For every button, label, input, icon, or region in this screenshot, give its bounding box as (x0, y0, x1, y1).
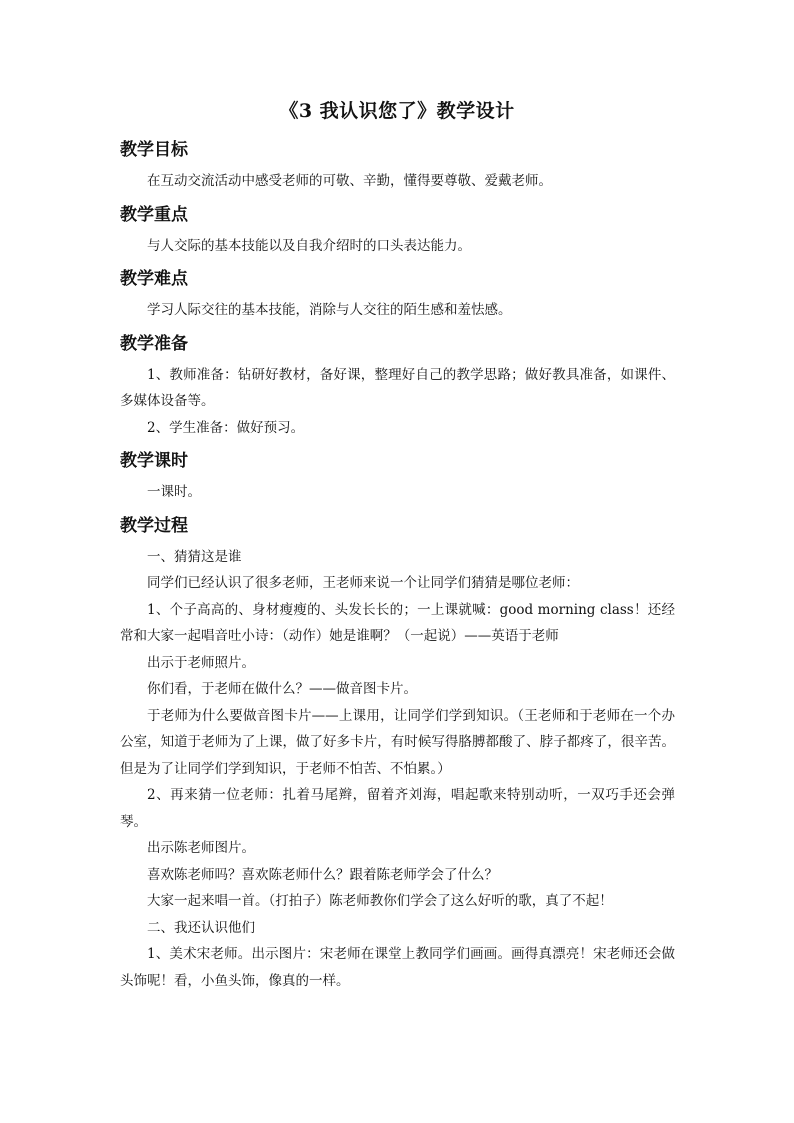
paragraph: 在互动交流活动中感受老师的可敬、辛勤，懂得要尊敬、爱戴老师。 (147, 173, 552, 189)
paragraph: 2、再来猜一位老师：扎着马尾辫，留着齐刘海，唱起歌来特别动听，一双巧手还会弹琴。 (120, 787, 675, 830)
paragraph: 1、美术宋老师。出示图片：宋老师在课堂上教同学们画画。画得真漂亮！宋老师还会做头饰呢！看，小鱼头饰，像真的一样。 (120, 946, 675, 989)
paragraph: 二、我还认识他们 (147, 919, 255, 936)
section-heading-hours: 教学课时 (120, 451, 188, 471)
section-heading-goal: 教学目标 (120, 140, 188, 160)
paragraph: 出示于老师照片。 (147, 654, 255, 671)
section-heading-difficulty: 教学难点 (120, 269, 188, 289)
section-heading-prep: 教学准备 (120, 333, 188, 354)
paragraph: 与人交际的基本技能以及自我介绍时的口头表达能力。 (147, 237, 471, 254)
paragraph: 一课时。 (147, 484, 201, 500)
paragraph: 2、学生准备：做好预习。 (147, 419, 305, 436)
section-heading-process: 教学过程 (120, 515, 188, 536)
paragraph: 1、个子高高的、身材瘦瘦的、头发长长的；一上课就喊：good morning class！还经常和大家一起唱音吐小诗：（动作）她是谁啊？（一起说）——英语于老师 (120, 601, 675, 644)
paragraph: 一、猜猜这是谁 (147, 548, 242, 565)
paragraph: 大家一起来唱一首。（打拍子）陈老师教你们学会了这么好听的歌，真了不起！ (147, 893, 613, 909)
paragraph: 学习人际交往的基本技能，消除与人交往的陌生感和羞怯感。 (147, 302, 512, 318)
paragraph: 喜欢陈老师吗？喜欢陈老师什么？跟着陈老师学会了什么？ (147, 866, 498, 883)
paragraph: 1、教师准备：钻研好教材，备好课，整理好自己的教学思路；做好教具准备，如课件、多媒体设备等。 (120, 366, 675, 409)
paragraph: 同学们已经认识了很多老师，王老师来说一个让同学们猜猜是哪位老师： (147, 575, 579, 591)
document-body (120, 136, 675, 994)
paragraph: 出示陈老师图片。 (147, 840, 255, 856)
section-heading-key: 教学重点 (120, 204, 188, 225)
paragraph: 于老师为什么要做音图卡片——上课用，让同学们学到知识。（王老师和于老师在一个办公室，知道于老师为了上课，做了好多卡片，有时候写得胳膊都酸了、脖子都疼了，很辛苦。但是为了让同学们学到知识，于老师不怕苦、不怕累。） (120, 707, 675, 777)
document-title: 《3 我认识您了》教学设计 (279, 100, 515, 122)
paragraph: 你们看，于老师在做什么？——做音图卡片。 (147, 681, 417, 697)
